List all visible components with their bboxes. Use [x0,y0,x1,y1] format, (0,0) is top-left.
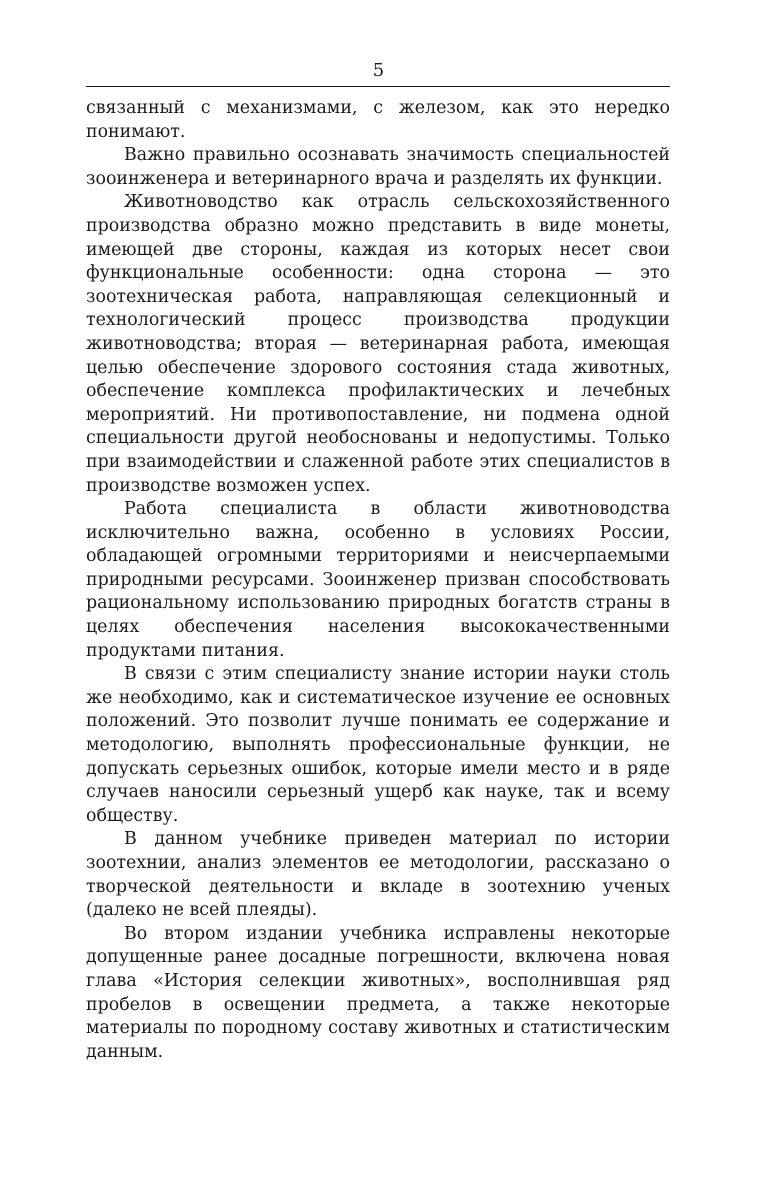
page-number: 5 [372,60,385,81]
paragraph-continuation: связанный с механизмами, с железом, как это нередко понимают. [86,98,670,142]
paragraph-history-knowledge: В связи с этим специалисту знание истории науки столь же необходимо, как и систематическое изучение ее основных положений. Это позволит лучше понимать ее содержание и методологию, выполнять профессиональные функции, не допускать серьезных ошибок, которые имели место и в ряде случаев наносили серьезный ущерб как науке, так и всему обществу. [86,664,670,826]
paragraph-specialist-role: Работа специалиста в области животноводства исключительно важна, особенно в условиях России, обладающей огромными территориями и неисчерпаемыми природными ресурсами. Зооинженер призван способствовать рациональному использованию природных богатств страны в целях обеспечения населения высококачественными продуктами питания. [86,499,670,661]
header-rule [86,86,670,87]
paragraph-textbook-content: В данном учебнике приведен материал по истории зоотехнии, анализ элементов ее методологии, рассказано о творческой деятельности и вкладе в зоотехнию ученых (далеко не всей плеяды). [86,829,670,921]
body-text [86,97,670,1064]
paragraph-specialties: Важно правильно осознавать значимость специальностей зооинженера и ветеринарного врача и разделять их функции. [86,145,670,189]
paragraph-second-edition: Во втором издании учебника исправлены некоторые допущенные ранее досадные погрешности, включена новая глава «История селекции животных», восполнившая ряд пробелов в освещении предмета, а также некоторые материалы по породному составу животных и статистическим данным. [86,923,670,1062]
paragraph-coin-analogy: Животноводство как отрасль сельскохозяйственного производства образно можно представить в виде монеты, имеющей две стороны, каждая из которых несет свои функциональные особенности: одна сторона — это зоотехническая работа, направляющая селекционный и технологический процесс производства продукции животноводства; вторая — ветеринарная работа, имеющая целью обеспечение здорового состояния стада животных, обеспечение комплекса профилактических и лечебных мероприятий. Ни противопоставление, ни подмена одной специальности другой необоснованы и недопустимы. Только при взаимодействии и слаженной работе этих специалистов в производстве возможен успех. [86,192,670,496]
